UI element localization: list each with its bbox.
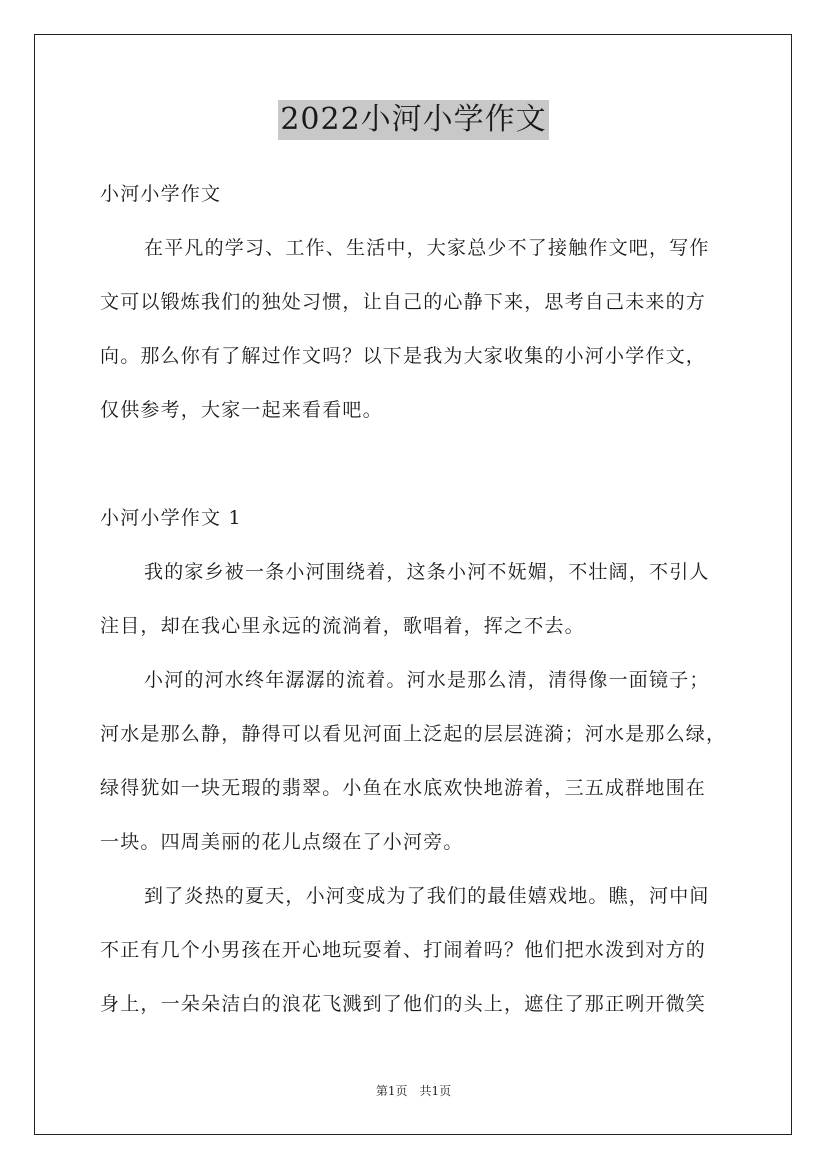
- essay-heading: 小河小学作文 1: [100, 507, 242, 529]
- paragraph-line: 河水是那么静，静得可以看见河面上泛起的层层涟漪；河水是那么绿，: [100, 723, 727, 745]
- intro-line: 仅供参考，大家一起来看看吧。: [100, 399, 383, 421]
- page-footer: 第1页 共1页: [375, 1084, 452, 1098]
- intro-heading: 小河小学作文: [100, 183, 222, 205]
- paragraph-line: 到了炎热的夏天，小河变成为了我们的最佳嬉戏地。瞧，河中间: [144, 885, 710, 907]
- title-container: [0, 100, 827, 140]
- intro-line: 在平凡的学习、工作、生活中，大家总少不了接触作文吧，写作: [144, 237, 710, 259]
- paragraph-line: 绿得犹如一块无瑕的翡翠。小鱼在水底欢快地游着，三五成群地围在: [100, 777, 707, 799]
- paragraph-line: 一块。四周美丽的花儿点缀在了小河旁。: [100, 831, 464, 853]
- paragraph-line: 身上，一朵朵洁白的浪花飞溅到了他们的头上，遮住了那正咧开微笑: [100, 993, 707, 1015]
- paragraph-line: 注目，却在我心里永远的流淌着，歌唱着，挥之不去。: [100, 615, 585, 637]
- paragraph-line: 我的家乡被一条小河围绕着，这条小河不妩媚，不壮阔，不引人: [144, 561, 710, 583]
- paragraph-line: 不正有几个小男孩在开心地玩耍着、打闹着吗？他们把水泼到对方的: [100, 939, 707, 961]
- intro-line: 文可以锻炼我们的独处习惯，让自己的心静下来，思考自己未来的方: [100, 291, 707, 313]
- document-title: 2022小河小学作文: [278, 100, 548, 140]
- paragraph-line: 小河的河水终年潺潺的流着。河水是那么清，清得像一面镜子；: [144, 669, 710, 691]
- intro-line: 向。那么你有了解过作文吗？以下是我为大家收集的小河小学作文，: [100, 345, 707, 367]
- document-body: [100, 173, 740, 1037]
- section-spacer: [100, 443, 740, 497]
